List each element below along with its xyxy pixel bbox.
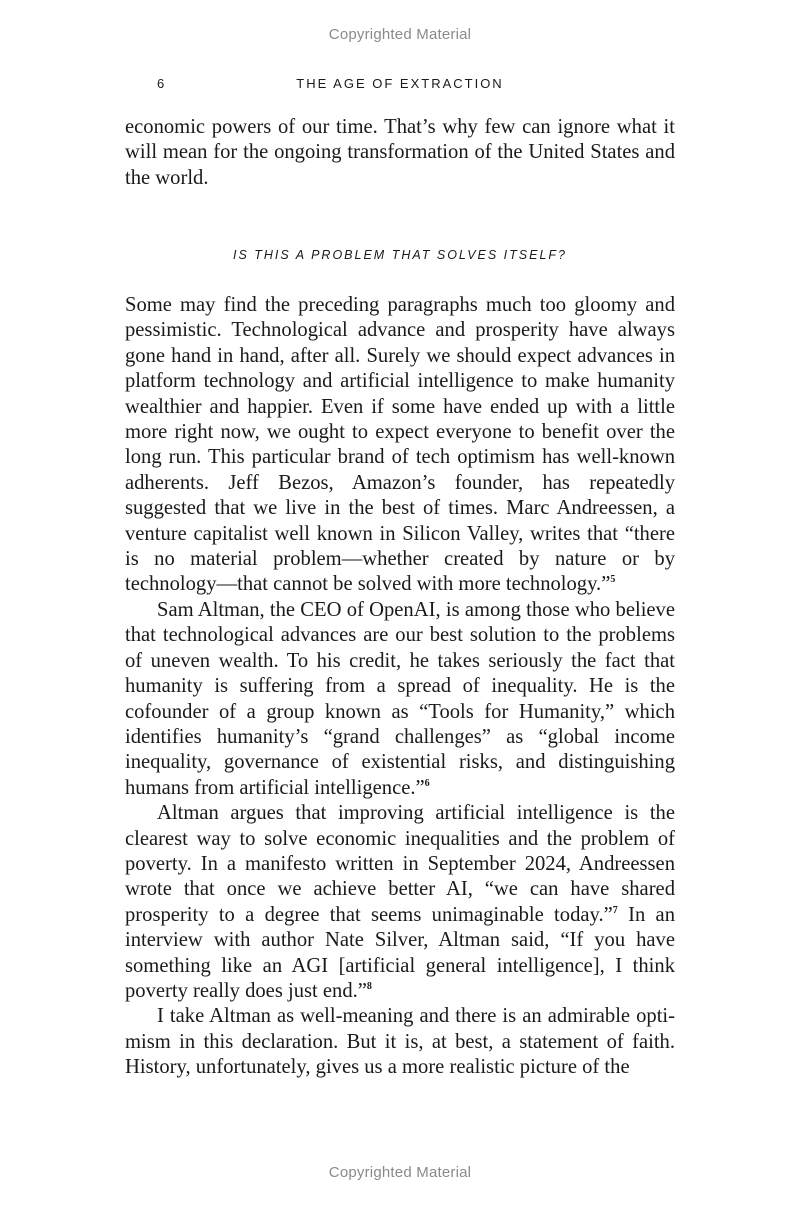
paragraph-3-text-a: Altman argues that improving artificial intelligence is the clearest way to solve economic inequalities and the problem of poverty. In a manifesto written in September 2024, Andreessen wrote that once we achieve better AI, “we can have shared prosperity to a degree that seems unimaginable today.” [125,802,675,926]
paragraph-2-text: Sam Altman, the CEO of OpenAI, is among those who believe that technological advances are our best solution to the problems of uneven wealth. To his credit, he takes seriously the fact that humanity is suffering from a spread of inequality. He is the cofounder of a group known as “Tools for Humanity,” which identifies humanity’s “grand challenges” as “global income inequality, governance of existential risks, and distinguishing humans from artificial intelligence.” [125,598,675,799]
paragraph-4: I take Altman as well-meaning and there is an admirable optimism in this declaration. But it is, at best, a statement of faith. History, unfortunately, gives us a more realistic picture of the [125,1005,675,1079]
text-block-top [125,115,675,191]
paragraph-3 [125,801,675,1004]
footnote-ref-5: 5 [610,574,616,586]
paragraph-2 [125,598,675,801]
copyright-watermark-bottom: Copyrighted Material [328,1164,472,1181]
running-head [0,76,800,94]
copyright-watermark-top: Copyrighted Material [328,26,472,43]
section-heading: IS THIS A PROBLEM THAT SOLVES ITSELF? [232,248,568,262]
paragraph-1-text: Some may find the preceding paragraphs much too gloomy and pessimistic. Technological advance and prosperity have always gone hand in hand, after all. Surely we should expect advances in platform technology and artificial intelligence to make humanity wealthier and happier. Even if some have ended up with a little more right now, we ought to expect everyone to benefit over the long run. This particular brand of tech optimism has well-known adherents. Jeff Bezos, Amazon’s founder, has repeatedly suggested that we live in the best of times. Marc Andreessen, a venture capitalist well known in Silicon Valley, writes that “there is no material problem—whether created by nature or by technology—that cannot be solved with more technology.” [125,294,675,596]
running-title: THE AGE OF EXTRACTION [296,76,504,91]
paragraph-3-text-b: In an interview with author Nate Silver, Altman said, “If you have something like an AGI [artificial general intelligence], I think poverty really does just end.” [125,903,675,1002]
paragraph-continued: economic powers of our time. That’s why few can ignore what it will mean for the ongoing transformation of the United States and the world. [125,116,675,189]
footnote-ref-6: 6 [424,777,430,789]
text-block-main [125,293,675,1081]
footnote-ref-7: 7 [612,904,618,916]
paragraph-1 [125,293,675,598]
footnote-ref-8: 8 [366,980,372,992]
page-number: 6 [157,76,167,91]
